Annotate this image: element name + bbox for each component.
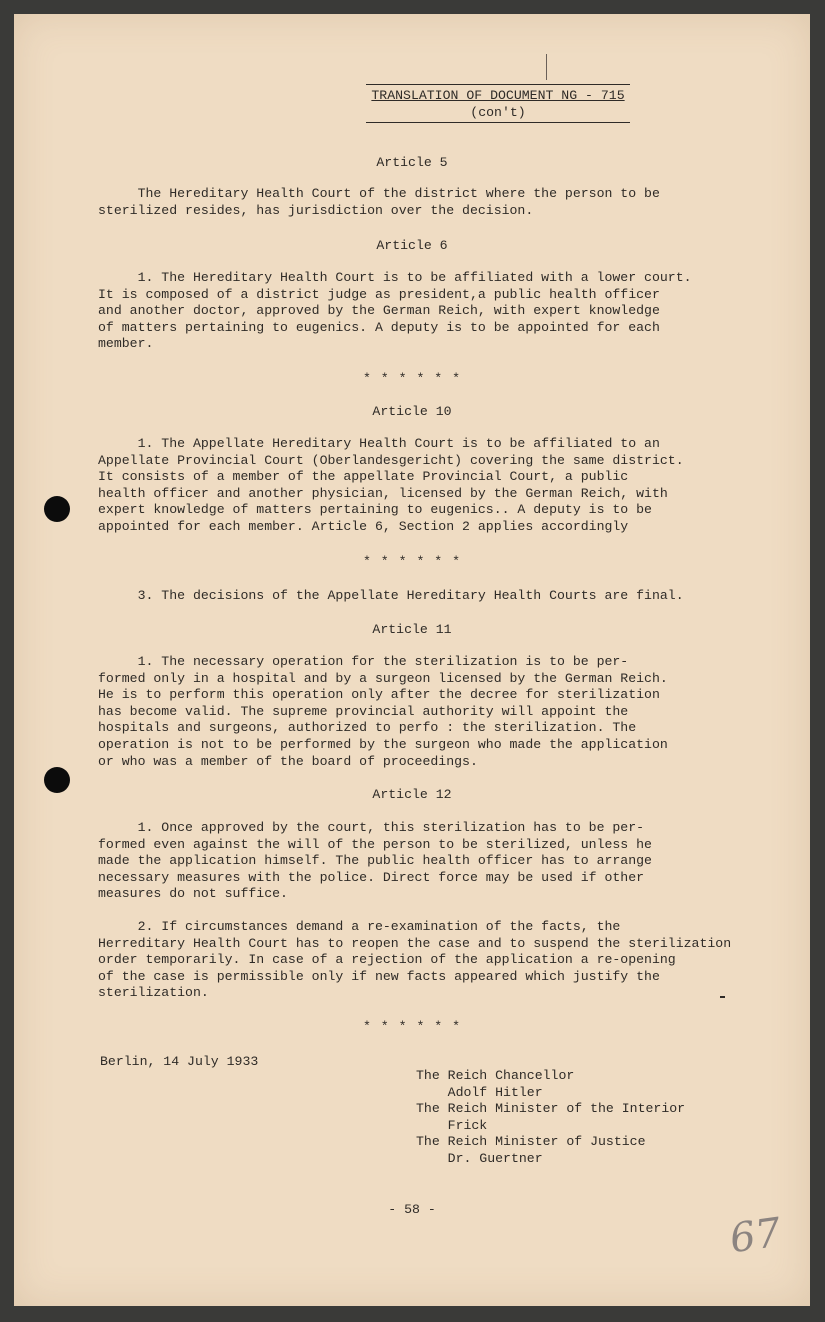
article-12-heading: Article 12 xyxy=(372,787,452,802)
separator-stars-3: * * * * * * xyxy=(362,1019,462,1034)
signature-block: The Reich Chancellor Adolf Hitler The Reich Minister of the Interior Frick The Reich Minister of Justice Dr. Guertner xyxy=(416,1068,686,1166)
separator-stars-2: * * * * * * xyxy=(362,554,462,569)
separator-stars-1: * * * * * * xyxy=(362,371,462,386)
document-header xyxy=(366,84,630,123)
handwritten-page-mark: 67 xyxy=(727,1209,784,1263)
header-rule xyxy=(366,84,630,85)
article-11-heading: Article 11 xyxy=(372,622,452,637)
article-5-body: The Hereditary Health Court of the district where the person to be sterilized resides, has jurisdiction over the decision. xyxy=(98,186,660,218)
document-subtitle: (con't) xyxy=(366,105,630,124)
document-page xyxy=(14,14,810,1306)
article-6-body: 1. The Hereditary Health Court is to be affiliated with a lower court. It is composed of a district judge as president,a public health officer and another doctor, approved by the German Reich, with expert knowledge of matters pertaining to eugenics. A deputy is to be appointed for each member. xyxy=(98,270,692,352)
punch-hole-top xyxy=(44,496,70,522)
document-title: TRANSLATION OF DOCUMENT NG - 715 xyxy=(371,88,625,103)
article-5-heading: Article 5 xyxy=(376,155,448,170)
pencil-tick-mark xyxy=(546,54,547,80)
article-10-heading: Article 10 xyxy=(372,404,452,419)
article-11-body: 1. The necessary operation for the sterilization is to be per- formed only in a hospital and by a surgeon licensed by the German Reich. He is to perform this operation only after the decree for sterilization has become valid. The supreme provincial authority will appoint the hospitals and surgeons, authorized to perfo : the sterilization. The operation is not to be performed by the surgeon who made the application or who was a member of the board of proceedings. xyxy=(98,654,668,769)
article-6-heading: Article 6 xyxy=(376,238,448,253)
article-10-section-3: 3. The decisions of the Appellate Hereditary Health Courts are final. xyxy=(98,588,684,603)
article-10-body: 1. The Appellate Hereditary Health Court is to be affiliated to an Appellate Provincial Court (Oberlandesgericht) covering the same district. It consists of a member of the appellate Provincial Court, a public health officer and another physician, licensed by the German Reich, with expert knowledge of matters pertaining to eugenics.. A deputy is to be appointed for each member. Article 6, Section 2 applies accordingly xyxy=(98,436,684,534)
page-number: - 58 - xyxy=(388,1202,436,1217)
article-12-section-1: 1. Once approved by the court, this sterilization has to be per- formed even against the will of the person to be sterilized, unless he made the application himself. The public health officer has to arrange necessary measures with the police. Direct force may be used if other measures do not suffice. xyxy=(98,820,652,902)
margin-dash xyxy=(720,996,725,998)
article-12-section-2: 2. If circumstances demand a re-examination of the facts, the Herreditary Health Court has to reopen the case and to suspend the sterilization order temporarily. In case of a rejection of the application a re-opening of the case is permissible only if new facts appeared which justify the sterilization. xyxy=(98,919,732,1001)
place-and-date: Berlin, 14 July 1933 xyxy=(100,1054,259,1069)
